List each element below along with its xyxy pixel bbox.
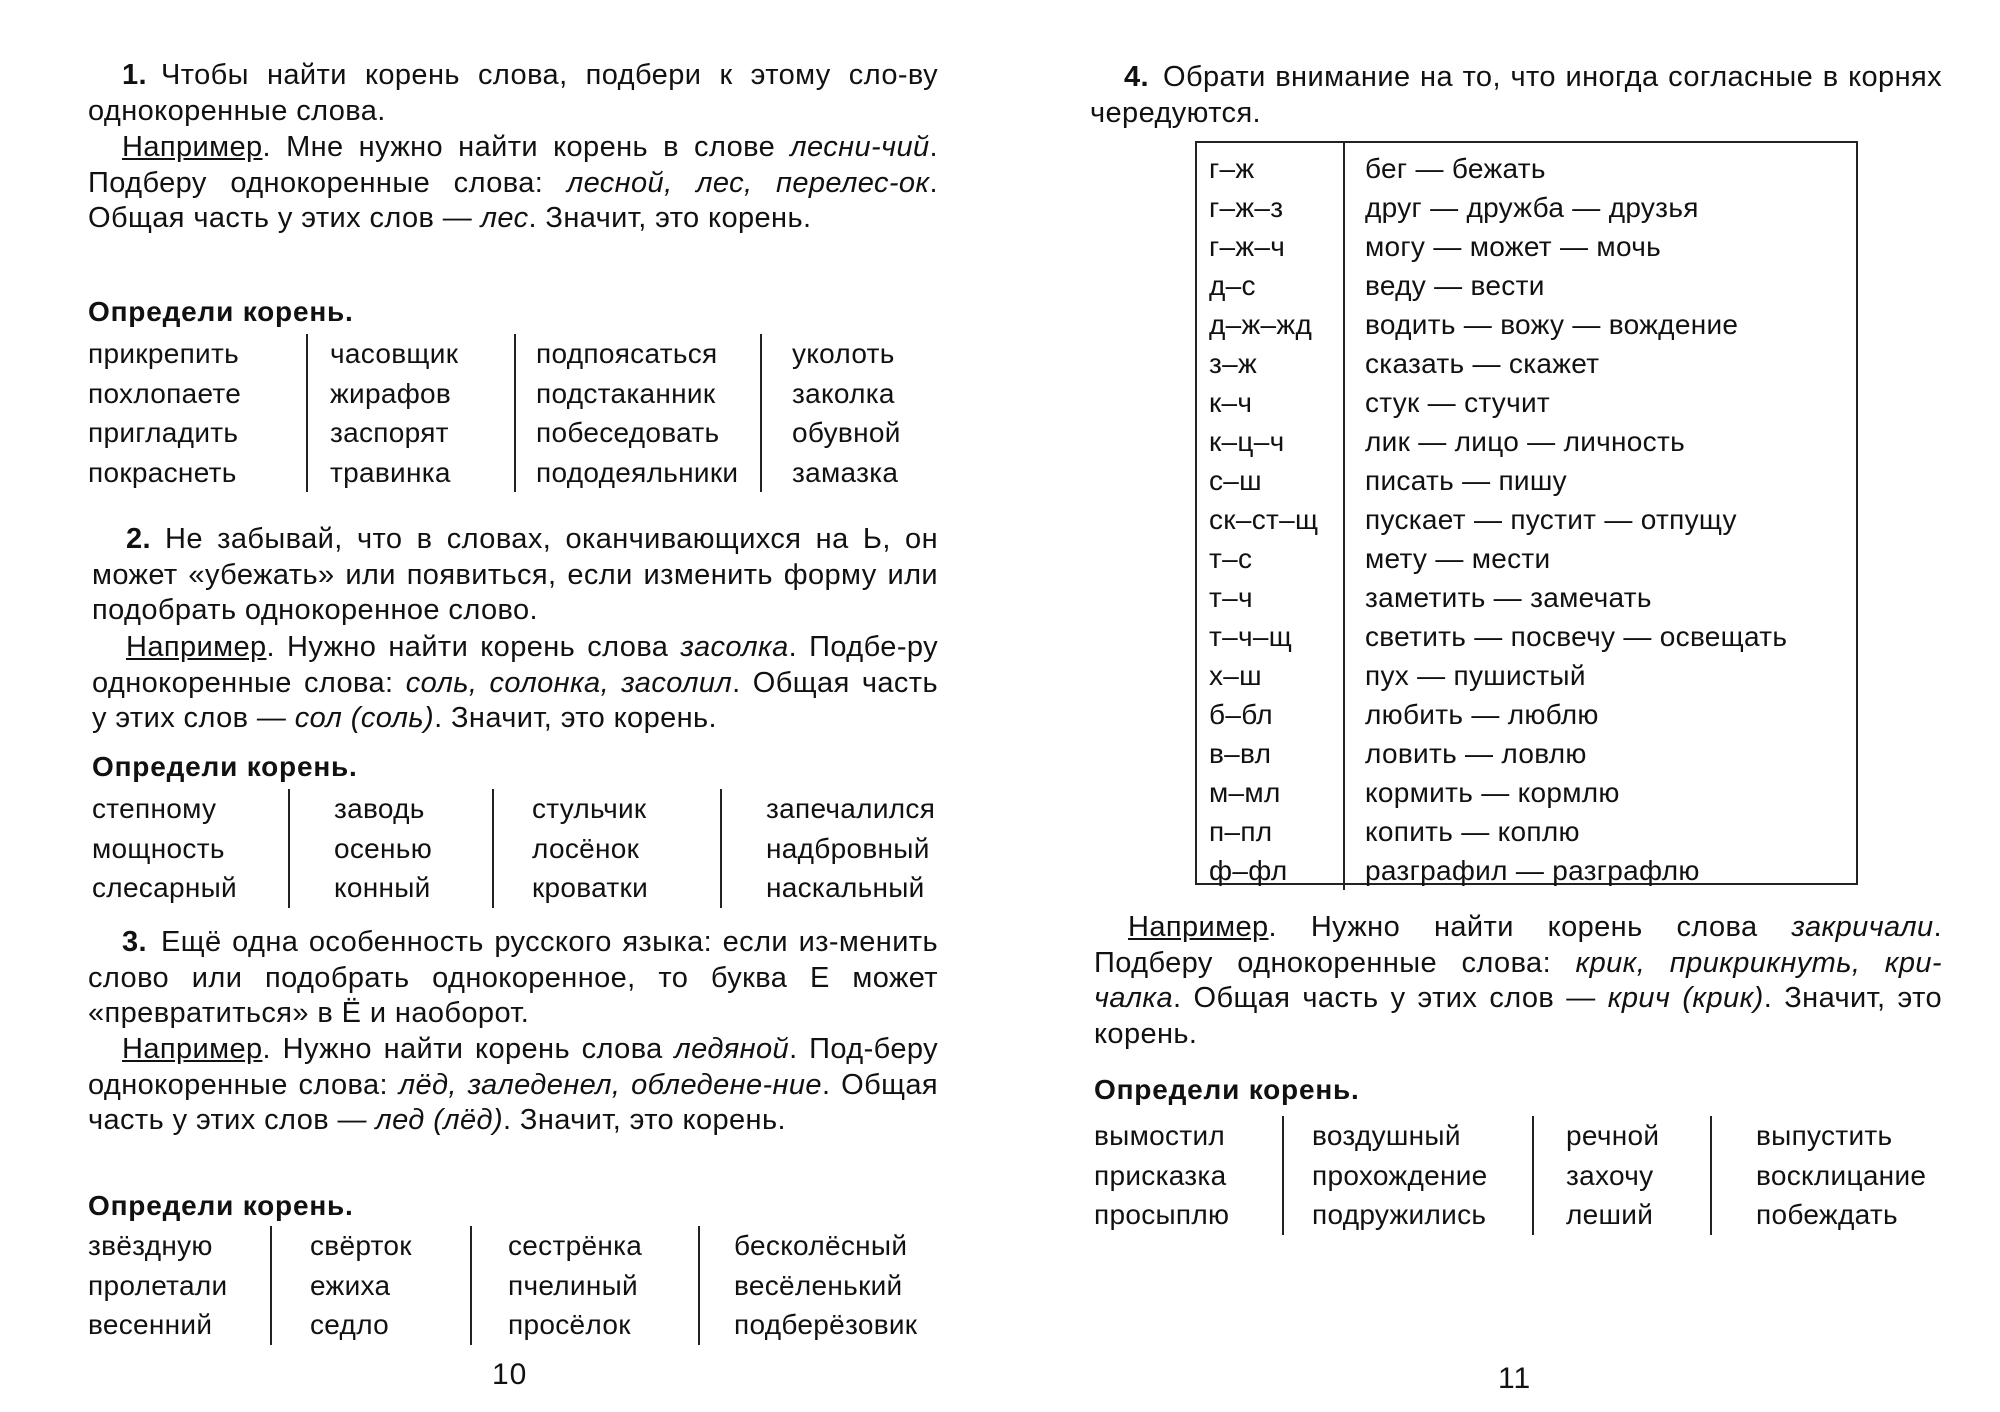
word-column [1710, 1116, 1942, 1235]
example-word: друг [1365, 192, 1423, 223]
alternation-pair: з–ж [1209, 348, 1258, 379]
task4-word-grid [1094, 1116, 1942, 1235]
example-label: Например [126, 631, 267, 663]
task2-rule: 2. Не забывай, что в словах, оканчивающихся на Ь, он может «убежать» или появиться, если изменить форму или подобрать однокоренное слово. [92, 523, 938, 626]
word: стульчик [532, 793, 647, 824]
example-word: вождение [1608, 309, 1739, 340]
example-word: пускает [1365, 504, 1466, 535]
word: весенний [88, 1309, 213, 1340]
word: побеждать [1756, 1199, 1898, 1230]
example-word: скажет [1508, 348, 1600, 379]
example-word: друзья [1608, 192, 1699, 223]
example-label: Например [1128, 911, 1269, 943]
word-column [92, 789, 288, 908]
example-word: пух [1365, 660, 1410, 691]
alternation-example: сказать — скажет [1365, 348, 1600, 379]
word-column [288, 789, 492, 908]
alternation-pair: т–ч–щ [1209, 621, 1293, 652]
word-column [720, 789, 938, 908]
word: воздушный [1312, 1120, 1461, 1151]
alternation-example: любить — люблю [1365, 699, 1599, 730]
word: слесарный [92, 872, 237, 903]
word: замазка [792, 456, 899, 488]
alternation-example: пух — пушистый [1365, 660, 1586, 691]
example-word: заметить [1365, 582, 1486, 613]
example-word: разграфил [1365, 855, 1508, 886]
word: просёлок [508, 1309, 631, 1340]
example-word: любить [1365, 699, 1464, 730]
page-number: 11 [1498, 1362, 1532, 1395]
page-number: 10 [492, 1358, 528, 1391]
example-word: кормить [1365, 777, 1474, 808]
task3-number: 3. [122, 926, 147, 958]
alternation-pair: к–ц–ч [1209, 426, 1285, 457]
example-word: может [1469, 231, 1552, 262]
task2-number: 2. [126, 523, 151, 555]
word: обувной [792, 417, 901, 448]
word: пододеяльники [536, 456, 739, 488]
alternation-example: друг — дружба — друзья [1365, 192, 1699, 223]
task4-number: 4. [1124, 61, 1149, 93]
example-word: освещать [1659, 621, 1788, 652]
word: сестрёнка [508, 1230, 643, 1261]
example-word: ловить [1365, 738, 1457, 769]
example-word: пустит [1510, 504, 1597, 535]
alternation-example: стук — стучит [1365, 387, 1551, 418]
example-word: разграфлю [1552, 855, 1700, 886]
word: кроватки [532, 872, 649, 903]
example-word: мочь [1596, 231, 1661, 262]
word-column [88, 334, 306, 492]
word-column [698, 1226, 938, 1345]
alternation-example: пускает — пустит — отпущу [1365, 504, 1737, 535]
alternation-pair: ф–фл [1209, 855, 1288, 886]
task1-example: Например. Мне нужно найти корень в слове лесни-чий. Подберу однокоренные слова: лесной, лес, перелес-ок. Общая часть у этих слов — лес. Значит, это корень. [88, 131, 938, 234]
word: подберёзовик [734, 1309, 918, 1340]
word: конный [334, 872, 431, 903]
alternation-example: могу — может — мочь [1365, 231, 1661, 262]
word: ежиха [310, 1269, 391, 1301]
example-word: веду [1365, 270, 1427, 301]
word: свёрток [310, 1230, 412, 1261]
example-word: пушистый [1453, 660, 1586, 691]
word: восклицание [1756, 1159, 1927, 1191]
alternation-example: писать — пишу [1365, 465, 1567, 496]
alternation-example: копить — коплю [1365, 816, 1580, 847]
alternation-pair: к–ч [1209, 387, 1253, 418]
task3-heading: Определи корень. [88, 1190, 354, 1221]
example-word: бег [1365, 153, 1408, 184]
alternation-pair: т–с [1209, 543, 1253, 574]
alternation-example: водить — вожу — вождение [1365, 309, 1739, 340]
word: степному [92, 793, 217, 824]
alternation-pair: в–вл [1209, 738, 1272, 769]
word: вымостил [1094, 1120, 1226, 1151]
example-word: дружба [1466, 192, 1565, 223]
alternation-example: кормить — кормлю [1365, 777, 1620, 808]
word: мощность [92, 832, 225, 864]
word: подстаканник [536, 377, 716, 409]
word: уколоть [792, 338, 895, 369]
task1-rule: 1. Чтобы найти корень слова, подбери к этому сло-ву однокоренные слова. [88, 59, 938, 127]
word: выпустить [1756, 1120, 1893, 1151]
word: травинка [330, 456, 451, 488]
word: звёздную [88, 1230, 213, 1261]
example-word: мести [1471, 543, 1551, 574]
word: пригладить [88, 417, 239, 448]
alternation-example: заметить — замечать [1365, 582, 1652, 613]
task4-rule: 4. Обрати внимание на то, что иногда согласные в корнях чередуются. [1090, 61, 1942, 129]
example-word: вожу [1500, 309, 1565, 340]
example-word: кормлю [1517, 777, 1620, 808]
example-word: вести [1470, 270, 1545, 301]
alternation-pair: б–бл [1209, 699, 1273, 730]
alternation-example: бег — бежать [1365, 153, 1546, 184]
left-page [88, 0, 938, 1412]
example-word: отпущу [1640, 504, 1737, 535]
alternation-example: мету — мести [1365, 543, 1551, 574]
word: бесколёсный [734, 1230, 908, 1261]
word: заколка [792, 377, 895, 409]
example-word: люблю [1507, 699, 1599, 730]
word: прохождение [1312, 1159, 1488, 1191]
word-column [270, 1226, 470, 1345]
task2-word-grid [92, 789, 938, 908]
example-word: копить [1365, 816, 1454, 847]
word: присказка [1094, 1159, 1227, 1191]
word: пчелиный [508, 1269, 638, 1301]
alternation-pair: ск–ст–щ [1209, 504, 1319, 535]
word: пролетали [88, 1269, 228, 1301]
word: леший [1566, 1199, 1654, 1230]
word: часовщик [330, 338, 459, 369]
example-word: водить [1365, 309, 1456, 340]
word: подружились [1312, 1199, 1487, 1230]
word: прикрепить [88, 338, 239, 369]
example-label: Например [122, 131, 263, 163]
word: весёленький [734, 1269, 903, 1301]
word: осенью [334, 832, 432, 864]
alternation-pair: д–с [1209, 270, 1256, 301]
word: заводь [334, 793, 425, 824]
alternation-pair: г–ж [1209, 153, 1255, 184]
alternation-pair: с–ш [1209, 465, 1262, 496]
example-word: стучит [1464, 387, 1551, 418]
example-word: писать [1365, 465, 1454, 496]
word: захочу [1566, 1159, 1654, 1191]
alternation-pair: т–ч [1209, 582, 1253, 613]
example-word: личность [1563, 426, 1685, 457]
word: надбровный [766, 832, 930, 864]
right-page-lower [1090, 0, 1942, 1412]
task4-heading: Определи корень. [1094, 1074, 1360, 1105]
alternation-pair: м–мл [1209, 777, 1281, 808]
word: заспорят [330, 417, 449, 448]
task3-word-grid [88, 1226, 938, 1345]
word: просыплю [1094, 1199, 1230, 1230]
word: подпоясаться [536, 338, 718, 369]
example-word: мету [1365, 543, 1428, 574]
example-word: лицо [1454, 426, 1520, 457]
word-column [88, 1226, 270, 1345]
task2-heading: Определи корень. [92, 751, 358, 782]
alternation-example: веду — вести [1365, 270, 1545, 301]
alternation-pair: п–пл [1209, 816, 1273, 847]
example-word: коплю [1497, 816, 1580, 847]
task3-rule: 3. Ещё одна особенность русского языка: если из-менить слово или подобрать однокоренное, то буква Е может «превратиться» в Ё и наоборот. [88, 926, 938, 1029]
task1-word-grid [88, 334, 938, 492]
task1-number: 1. [122, 59, 147, 91]
word: лосёнок [532, 832, 640, 864]
word: наскальный [766, 872, 925, 903]
alternation-example: лик — лицо — личность [1365, 426, 1685, 457]
word: речной [1566, 1120, 1660, 1151]
example-word: стук [1365, 387, 1420, 418]
alternation-example: светить — посвечу — освещать [1365, 621, 1788, 652]
task3-example: Например. Нужно найти корень слова ледяной. Под-беру однокоренные слова: лёд, заледенел, обледене-ние. Общая часть у этих слов — лед (лёд). Значит, это корень. [88, 1033, 938, 1136]
task2-example: Например. Нужно найти корень слова засолка. Подбе-ру однокоренные слова: соль, солонка, засолил. Общая часть у этих слов — сол (соль). Значит, это корень. [92, 631, 938, 734]
task4-example: Например. Нужно найти корень слова закричали. Подберу однокоренные слова: крик, прикрикнуть, кри-чалка. Общая часть у этих слов — крич (крик). Значит, это корень. [1094, 911, 1943, 1050]
alternation-pair: х–ш [1209, 660, 1262, 691]
word: покраснеть [88, 456, 237, 488]
word: седло [310, 1309, 390, 1340]
example-word: посвечу [1510, 621, 1616, 652]
example-word: лик [1365, 426, 1411, 457]
alternation-pair: д–ж–жд [1209, 309, 1313, 340]
example-word: ловлю [1501, 738, 1587, 769]
task1-heading: Определи корень. [88, 296, 354, 327]
word-column [470, 1226, 698, 1345]
word: похлопаете [88, 377, 242, 409]
word: жирафов [330, 377, 452, 409]
alternation-pair: г–ж–з [1209, 192, 1284, 223]
example-word: сказать [1365, 348, 1465, 379]
alternation-pair: г–ж–ч [1209, 231, 1286, 262]
word-column [1282, 1116, 1532, 1235]
example-word: светить [1365, 621, 1467, 652]
word-column [492, 789, 720, 908]
example-word: бежать [1451, 153, 1546, 184]
alternation-example: ловить — ловлю [1365, 738, 1587, 769]
word-column [760, 334, 938, 492]
example-word: могу [1365, 231, 1426, 262]
word-column [1094, 1116, 1282, 1235]
example-label: Например [122, 1033, 263, 1065]
example-word: замечать [1530, 582, 1652, 613]
word-column [514, 334, 760, 492]
alternation-example: разграфил — разграфлю [1365, 855, 1700, 886]
word: запечалился [766, 793, 936, 824]
example-word: пишу [1498, 465, 1567, 496]
word-column [306, 334, 514, 492]
word: побеседовать [536, 417, 720, 448]
word-column [1532, 1116, 1710, 1235]
